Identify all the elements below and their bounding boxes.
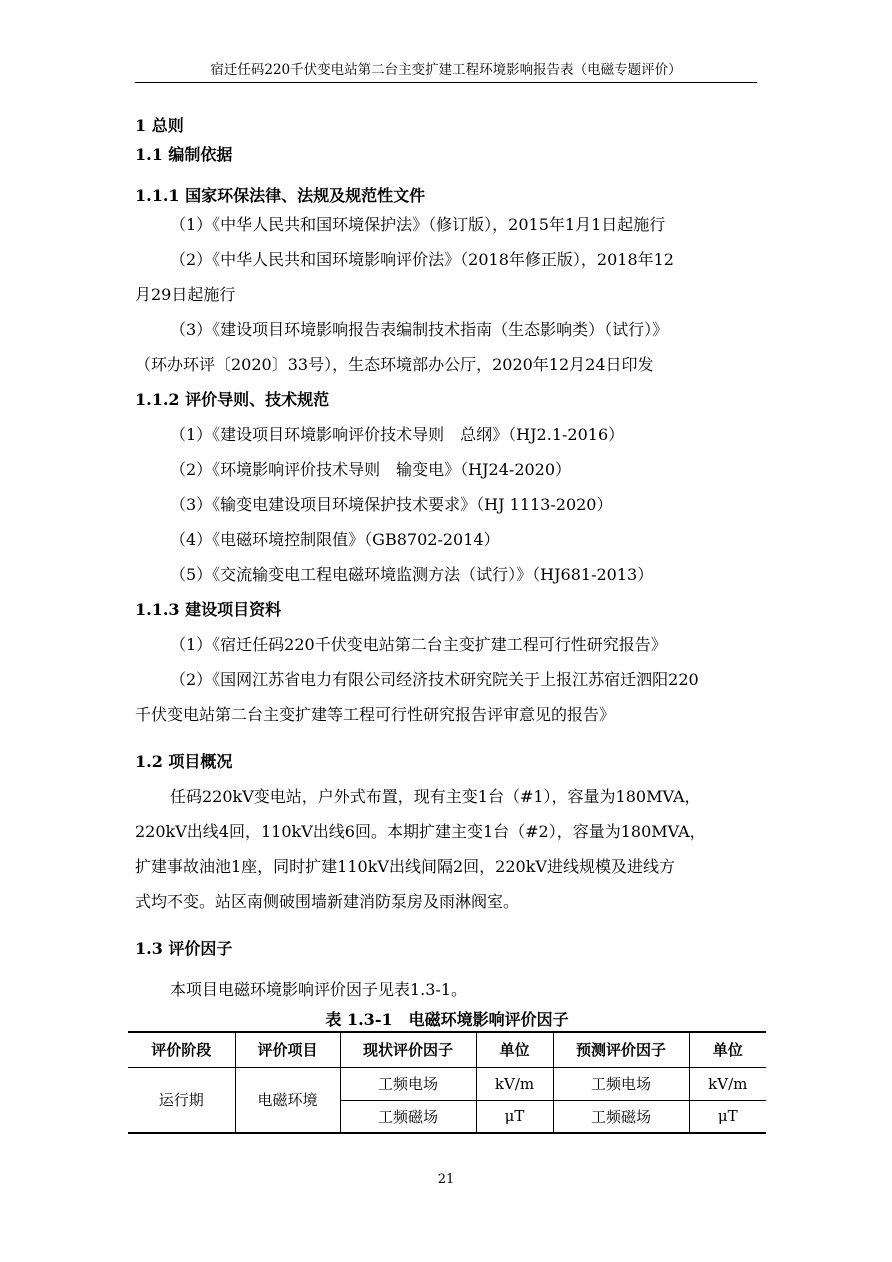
cell-current-factor: 工频电场 xyxy=(340,1067,476,1100)
table-caption: 表 1.3-1 电磁环境影响评价因子 xyxy=(325,1010,569,1029)
cell-unit: μT xyxy=(476,1100,553,1133)
cell-predicted-factor: 工频磁场 xyxy=(553,1100,689,1133)
header-predicted-factor: 预测评价因子 xyxy=(553,1032,689,1067)
header-item: 评价项目 xyxy=(235,1032,340,1067)
header-stage: 评价阶段 xyxy=(128,1032,235,1067)
header-rule xyxy=(135,82,757,83)
heading-1-2: 1.2 项目概况 xyxy=(135,752,233,771)
law-item-3-cont: （环办环评〔2020〕33号），生态环境部办公厅，2020年12月24日印发 xyxy=(135,355,654,374)
heading-1-1-2: 1.1.2 评价导则、技术规范 xyxy=(135,390,330,409)
cell-stage: 运行期 xyxy=(128,1067,235,1133)
running-header: 宿迁任码220千伏变电站第二台主变扩建工程环境影响报告表（电磁专题评价） xyxy=(210,62,682,78)
overview-line-2: 220kV出线4回，110kV出线6回。本期扩建主变1台（#2），容量为180MVA， xyxy=(135,822,706,841)
spec-item-2: （2）《环境影响评价技术导则 输变电》（HJ24-2020） xyxy=(170,460,572,479)
table-row xyxy=(128,1067,766,1100)
law-item-3: （3）《建设项目环境影响报告表编制技术指南（生态影响类）（试行）》 xyxy=(170,320,669,339)
overview-line-3: 扩建事故油池1座，同时扩建110kV出线间隔2回，220kV进线规模及进线方 xyxy=(135,857,675,876)
cell-predicted-factor: 工频电场 xyxy=(553,1067,689,1100)
cell-unit-2: μT xyxy=(689,1100,766,1133)
spec-item-5: （5）《交流输变电工程电磁环境监测方法（试行）》（HJ681-2013） xyxy=(170,565,654,584)
overview-line-1: 任码220kV变电站，户外式布置，现有主变1台（#1），容量为180MVA， xyxy=(170,787,701,806)
cell-item: 电磁环境 xyxy=(235,1067,340,1133)
header-current-factor: 现状评价因子 xyxy=(340,1032,476,1067)
evaluation-factor-table xyxy=(128,1031,766,1134)
project-doc-1: （1）《宿迁任码220千伏变电站第二台主变扩建工程可行性研究报告》 xyxy=(170,635,667,654)
heading-1-1-3: 1.1.3 建设项目资料 xyxy=(135,600,282,619)
heading-1-3: 1.3 评价因子 xyxy=(135,939,233,958)
law-item-1: （1）《中华人民共和国环境保护法》（修订版），2015年1月1日起施行 xyxy=(170,215,666,234)
header-unit: 单位 xyxy=(476,1032,553,1067)
spec-item-3: （3）《输变电建设项目环境保护技术要求》（HJ 1113-2020） xyxy=(170,495,613,514)
table-header-row xyxy=(128,1032,766,1067)
cell-current-factor: 工频磁场 xyxy=(340,1100,476,1133)
cell-unit: kV/m xyxy=(476,1067,553,1100)
law-item-2: （2）《中华人民共和国环境影响评价法》（2018年修正版），2018年12 xyxy=(170,250,674,269)
law-item-2-cont: 月29日起施行 xyxy=(135,285,236,304)
spec-item-4: （4）《电磁环境控制限值》（GB8702-2014） xyxy=(170,530,500,549)
overview-line-4: 式均不变。站区南侧破围墙新建消防泵房及雨淋阀室。 xyxy=(135,892,520,911)
spec-item-1: （1）《建设项目环境影响评价技术导则 总纲》（HJ2.1-2016） xyxy=(170,425,625,444)
header-unit-2: 单位 xyxy=(689,1032,766,1067)
heading-1-1: 1.1 编制依据 xyxy=(135,145,233,164)
project-doc-2: （2）《国网江苏省电力有限公司经济技术研究院关于上报江苏宿迁泗阳220 xyxy=(170,670,699,689)
heading-1-1-1: 1.1.1 国家环保法律、法规及规范性文件 xyxy=(135,186,426,205)
cell-unit-2: kV/m xyxy=(689,1067,766,1100)
heading-1: 1 总则 xyxy=(135,116,184,135)
page-number: 21 xyxy=(437,1172,455,1187)
project-doc-2-cont: 千伏变电站第二台主变扩建等工程可行性研究报告评审意见的报告》 xyxy=(135,705,616,724)
factors-intro: 本项目电磁环境影响评价因子见表1.3-1。 xyxy=(170,980,468,999)
